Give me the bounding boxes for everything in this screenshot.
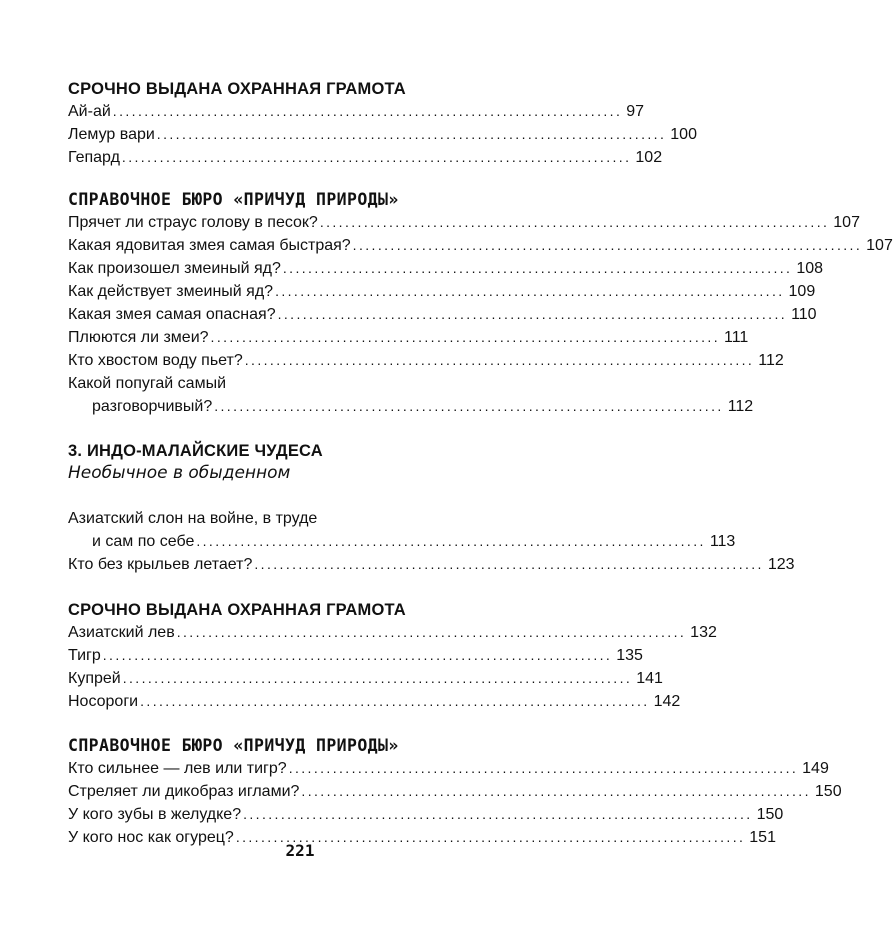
dot-leader: ................................................................................. [244, 352, 755, 368]
entry-page: 151 [749, 829, 776, 846]
toc-entry[interactable] [68, 234, 893, 257]
toc-entry-multiline[interactable] [68, 372, 754, 418]
entry-page: 149 [802, 760, 829, 777]
toc-entry[interactable] [68, 690, 681, 713]
entry-title: Стреляет ли дикобраз иглами? [68, 783, 300, 800]
entry-page: 111 [724, 329, 749, 346]
entry-title: Купрей [68, 670, 121, 687]
entry-title: Кто сильнее — лев или тигр? [68, 760, 287, 777]
toc-entry[interactable] [68, 100, 645, 123]
dot-leader: ................................................................................. [176, 624, 687, 640]
entry-page: 112 [727, 398, 754, 415]
toc-entry [68, 395, 754, 418]
table-of-contents [68, 78, 893, 849]
entry-page: 123 [767, 556, 795, 573]
entry-page: 110 [791, 306, 817, 323]
dot-leader: ................................................................................. [301, 783, 811, 799]
dot-leader: ................................................................................. [282, 260, 793, 276]
entry-page: 102 [635, 149, 663, 166]
entry-page: 141 [636, 670, 663, 687]
entry-page: 135 [616, 647, 643, 664]
toc-entry[interactable] [68, 303, 817, 326]
dot-leader: ................................................................................. [121, 149, 632, 165]
toc-section [68, 189, 893, 418]
entry-title: Прячет ли страус голову в песок? [68, 214, 318, 231]
entry-title: Плюются ли змеи? [68, 329, 209, 346]
toc-entry[interactable] [68, 349, 784, 372]
entry-page: 150 [756, 806, 784, 823]
dot-leader: ................................................................................. [112, 103, 623, 119]
entry-title-line1: Какой попугай самый [68, 375, 227, 392]
entry-title: Лемур вари [68, 126, 155, 143]
toc-entry[interactable] [68, 280, 816, 303]
entry-title: Как действует змеиный яд? [68, 283, 274, 300]
entry-page: 107 [866, 237, 893, 254]
toc-section [68, 735, 842, 849]
entry-title: Азиатский лев [68, 624, 175, 641]
dot-leader: ................................................................................. [277, 306, 788, 322]
toc-entry[interactable] [68, 757, 829, 780]
dot-leader: ................................................................................. [122, 670, 633, 686]
entry-title: разговорчивый? [92, 398, 213, 415]
entry-title: У кого зубы в желудке? [68, 806, 242, 823]
entry-title: Какая ядовитая змея самая быстрая? [68, 237, 351, 254]
entry-title: Какая змея самая опасная? [68, 306, 276, 323]
entry-page: 109 [788, 283, 816, 300]
entry-page: 107 [833, 214, 860, 231]
toc-entry[interactable] [68, 553, 795, 576]
entry-title: Как произошел змеиный яд? [68, 260, 281, 277]
entry-page: 142 [653, 693, 681, 710]
entry-title: Ай-ай [68, 103, 111, 120]
dot-leader: ................................................................................. [288, 760, 799, 776]
entry-title: Гепард [68, 149, 120, 166]
toc-entry[interactable] [68, 326, 749, 349]
chapter-title: 3. ИНДО-МАЛАЙСКИЕ ЧУДЕСА [68, 442, 323, 460]
toc-entry [68, 530, 736, 553]
dot-leader: ................................................................................. [275, 283, 785, 299]
section-title: СРОЧНО ВЫДАНА ОХРАННАЯ ГРАМОТА [68, 80, 406, 98]
toc-entry[interactable] [68, 803, 784, 826]
section-title: СПРАВОЧНОЕ БЮРО «ПРИЧУД ПРИРОДЫ» [68, 190, 399, 209]
section-title: СРОЧНО ВЫДАНА ОХРАННАЯ ГРАМОТА [68, 601, 406, 619]
page-number: 221 [285, 841, 315, 860]
section-title: СПРАВОЧНОЕ БЮРО «ПРИЧУД ПРИРОДЫ» [68, 736, 399, 755]
dot-leader: ................................................................................. [140, 693, 650, 709]
entry-page: 97 [626, 103, 645, 120]
toc-entry[interactable] [68, 257, 824, 280]
entry-page: 100 [670, 126, 697, 143]
toc-chapter [68, 440, 795, 576]
toc-entry[interactable] [68, 621, 717, 644]
dot-leader: ................................................................................. [214, 398, 724, 414]
dot-leader: ................................................................................. [235, 829, 746, 845]
entry-title: Кто без крыльев летает? [68, 556, 253, 573]
dot-leader: ................................................................................. [196, 533, 706, 549]
entry-page: 132 [690, 624, 717, 641]
dot-leader: ................................................................................. [210, 329, 720, 345]
toc-entry[interactable] [68, 667, 663, 690]
toc-entry-multiline[interactable] [68, 507, 736, 553]
entry-title: Тигр [68, 647, 101, 664]
entry-title: Носороги [68, 693, 139, 710]
toc-entry[interactable] [68, 123, 697, 146]
chapter-subtitle: Необычное в обыденном [68, 463, 291, 483]
toc-entry[interactable] [68, 644, 643, 667]
dot-leader: ................................................................................. [102, 647, 613, 663]
toc-entry[interactable] [68, 146, 663, 169]
entry-title: У кого нос как огурец? [68, 829, 234, 846]
entry-page: 108 [796, 260, 824, 277]
entry-title: и сам по себе [92, 533, 195, 550]
dot-leader: ................................................................................. [319, 214, 830, 230]
toc-entry[interactable] [68, 780, 842, 803]
toc-entry[interactable] [68, 211, 860, 234]
entry-page: 150 [814, 783, 842, 800]
toc-section [68, 78, 697, 169]
dot-leader: ................................................................................. [352, 237, 863, 253]
dot-leader: ................................................................................. [243, 806, 753, 822]
toc-section [68, 599, 717, 713]
dot-leader: ................................................................................. [254, 556, 764, 572]
entry-page: 113 [709, 533, 736, 550]
dot-leader: ................................................................................. [156, 126, 667, 142]
entry-title-line1: Азиатский слон на войне, в труде [68, 510, 318, 527]
entry-page: 112 [758, 352, 784, 369]
entry-title: Кто хвостом воду пьет? [68, 352, 243, 369]
